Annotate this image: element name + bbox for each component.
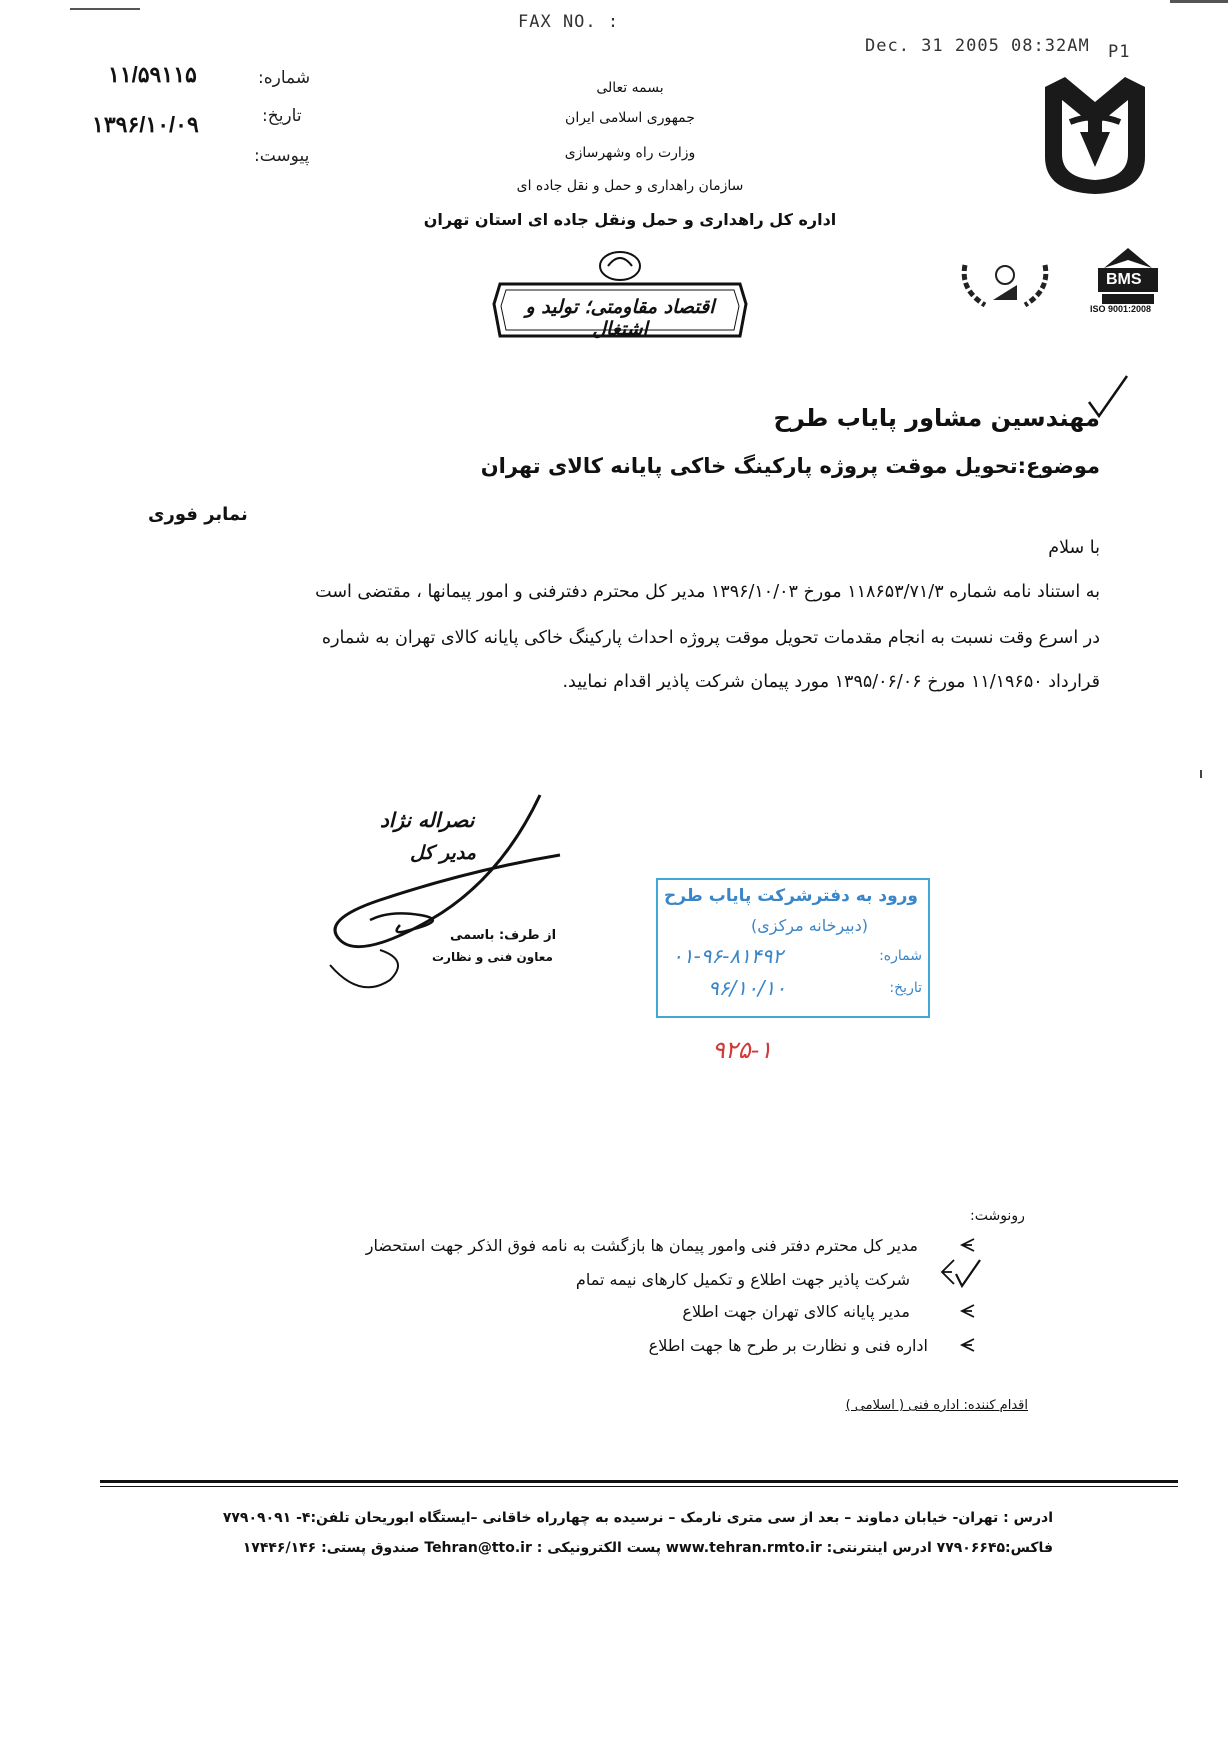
signatory-title: مدیر کل xyxy=(410,842,476,864)
signatory-deputy: معاون فنی و نظارت xyxy=(432,950,553,964)
body-line-3: قرارداد ۱۱/۱۹۶۵۰ مورخ ۱۳۹۵/۰۶/۰۶ مورد پیمان شرکت پاذیر اقدام نمایید. xyxy=(562,672,1100,692)
stamp-date-label: تاریخ: xyxy=(889,980,922,996)
cc-bullet-4 xyxy=(958,1337,976,1357)
office-name: اداره کل راهداری و حمل ونقل جاده ای استان تهران xyxy=(423,210,837,229)
greeting: با سلام xyxy=(1048,538,1100,558)
signatory-on-behalf: از طرف: باسمی xyxy=(450,928,557,943)
ministry-logo xyxy=(1040,72,1150,197)
received-stamp xyxy=(656,878,930,1018)
arrow-bullet-icon xyxy=(958,1237,976,1253)
slogan-text: اقتصاد مقاومتی؛ تولید و اشتغال xyxy=(525,296,715,340)
scan-edge-top-right xyxy=(1170,0,1228,3)
stamp-date-value: ۹۶/۱۰/۱۰ xyxy=(708,976,786,1000)
cc-bullet-1 xyxy=(958,1237,976,1257)
footer-rule-thick xyxy=(100,1480,1178,1483)
body-line-1: به استناد نامه شماره ۱۱۸۶۵۳/۷۱/۳ مورخ ۱۳۹۶/۱۰/۰۳ مدیر کل محترم دفترفنی و امور پیمانها ، مقتضی است xyxy=(315,582,1100,602)
slogan-cartouche xyxy=(490,244,750,342)
stamp-number-value: ۰۱-۹۶-۸۱۴۹۲ xyxy=(672,944,784,968)
ministry-logo-icon xyxy=(1040,72,1150,197)
stamp-subtitle: (دبیرخانه مرکزی) xyxy=(751,916,868,935)
iso-certification-logo xyxy=(1092,246,1164,318)
cc-bullet-3 xyxy=(958,1303,976,1323)
cc-item-2: شرکت پاذیر جهت اطلاع و تکمیل کارهای نیمه تمام xyxy=(575,1270,910,1289)
republic-name: جمهوری اسلامی ایران xyxy=(565,110,695,126)
cc-item-4: اداره فنی و نظارت بر طرح ها جهت اطلاع xyxy=(648,1336,928,1355)
letter-number: ۱۱/۵۹۱۱۵ xyxy=(108,62,197,87)
number-label: شماره: xyxy=(258,68,311,88)
letter-date: ۱۳۹۶/۱۰/۰۹ xyxy=(92,112,199,137)
fax-timestamp: Dec. 31 2005 08:32AM xyxy=(865,36,1090,56)
arrow-bullet-icon xyxy=(958,1303,976,1319)
fax-page: P1 xyxy=(1108,42,1131,62)
ministry-name: وزارت راه وشهرسازی xyxy=(564,145,696,161)
footer-address: ادرس : تهران- خیابان دماوند – بعد از سی متری نارمک – نرسیده به چهارراه خاقانی –ایستگاه ابوریحان تلفن:۴- ۷۷۹۰۹۰۹۱ xyxy=(222,1510,1053,1526)
quality-emblem xyxy=(955,255,1055,315)
handwritten-code: ۹۲۵-۱ xyxy=(712,1036,773,1064)
cc-item-1: مدیر کل محترم دفتر فنی وامور پیمان ها بازگشت به نامه فوق الذکر جهت استحضار xyxy=(365,1236,918,1255)
arrow-bullet-icon xyxy=(958,1337,976,1353)
scan-edge-top-left xyxy=(70,8,140,10)
attachment-label: پیوست: xyxy=(254,146,310,166)
bismillah: بسمه تعالی xyxy=(596,80,664,96)
cc-checkmark xyxy=(938,1258,982,1294)
action-by: اقدام کننده: اداره فنی ( اسلامی ) xyxy=(845,1398,1028,1413)
footer-rule-thin xyxy=(100,1486,1178,1487)
stamp-number-label: شماره: xyxy=(879,948,922,964)
signatory-name: نصراله نژاد xyxy=(380,808,475,832)
fax-number: FAX NO. : xyxy=(518,12,620,32)
urgency-label: نمابر فوری xyxy=(148,504,248,525)
bms-text: BMS xyxy=(1106,271,1142,288)
checkmark-icon xyxy=(938,1258,982,1290)
scan-right-mark xyxy=(1200,770,1202,778)
organization-name: سازمان راهداری و حمل و نقل جاده ای xyxy=(516,178,744,194)
iso-text: ISO 9001:2008 xyxy=(1090,304,1152,314)
cc-label: رونوشت: xyxy=(970,1208,1025,1224)
date-label: تاریخ: xyxy=(262,106,302,126)
laurel-emblem-icon xyxy=(955,255,1055,315)
cc-item-3: مدیر پایانه کالای تهران جهت اطلاع xyxy=(682,1302,910,1321)
stamp-title: ورود به دفترشرکت پایاب طرح xyxy=(663,886,918,906)
recipient-title: مهندسین مشاور پایاب طرح xyxy=(773,404,1100,432)
subject-line: موضوع:تحویل موقت پروژه پارکینگ خاکی پایانه کالای تهران xyxy=(480,454,1100,478)
signature xyxy=(300,790,590,1005)
footer-contact: فاکس:۷۷۹۰۶۶۴۵ ادرس اینترنتی: www.tehran.rmto.ir پست الکترونیکی : Tehran@tto.ir صندوق پستی: ۱۷۴۴۶/۱۴۶ xyxy=(242,1540,1053,1556)
body-line-2: در اسرع وقت نسبت به انجام مقدمات تحویل موقت پروژه احداث پارکینگ خاکی پایانه کالای تهران به شماره xyxy=(321,628,1100,648)
